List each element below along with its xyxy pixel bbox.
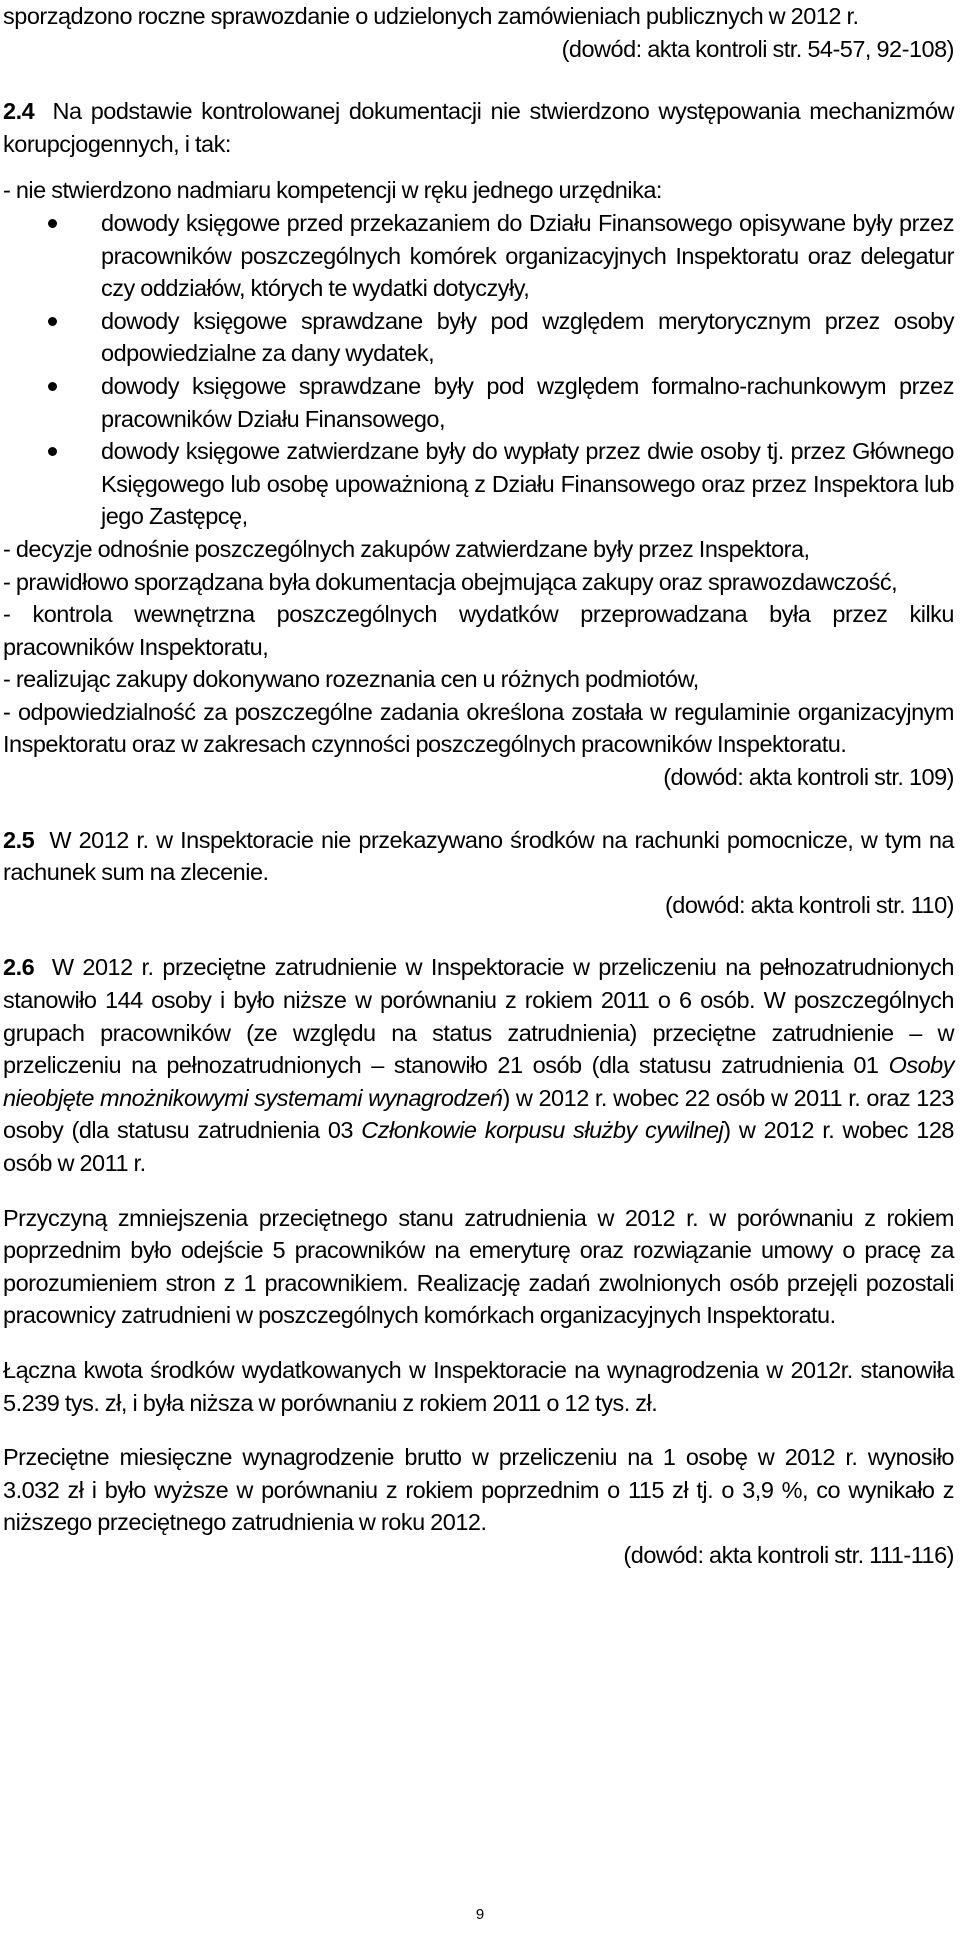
section-number: 2.6 <box>3 954 35 981</box>
list-item: - realizując zakupy dokonywano rozeznania cen u różnych podmiotów, <box>3 666 699 693</box>
section-text: ) w 2012 r. wobec 22 osób w 2011 r. oraz 123 osoby (dla statusu zatrudnienia 03 <box>3 1084 954 1144</box>
bullet-item <box>3 207 954 305</box>
average-salary-paragraph: Przeciętne miesięczne wynagrodzenie brutto w przeliczeniu na 1 osobę w 2012 r. wynosiło 3.032 zł i było wyższe w porównaniu z rokiem poprzednim o 115 zł tj. o 3,9 %, co wynikało z niższego przeciętnego zatrudnienia w roku 2012. <box>3 1444 954 1536</box>
bullet-text: dowody księgowe przed przekazaniem do Działu Finansowego opisywane były przez pracowników poszczególnych komórek organizacyjnych Inspektoratu oraz delegatur czy oddziałów, których te wydatki dotyczyły, <box>101 209 954 302</box>
section-number: 2.5 <box>3 826 35 853</box>
section-2-6-paragraph <box>3 951 954 1179</box>
bullet-item <box>3 435 954 533</box>
bullet-list <box>3 207 954 533</box>
bullet-icon <box>48 317 57 326</box>
evidence-reference: (dowód: akta kontroli str. 109) <box>663 764 954 791</box>
bullet-text: dowody księgowe sprawdzane były pod względem formalno-rachunkowym przez pracowników Działu Finansowego, <box>101 372 954 432</box>
list-item: - kontrola wewnętrzna poszczególnych wydatków przeprowadzana była przez kilku pracowników Inspektoratu, <box>3 601 954 660</box>
list-item: - decyzje odnośnie poszczególnych zakupów zatwierdzane były przez Inspektora, <box>3 535 810 562</box>
evidence-reference: (dowód: akta kontroli str. 54-57, 92-108) <box>561 35 954 62</box>
section-2-5-paragraph <box>3 824 954 889</box>
bullet-item <box>3 370 954 435</box>
italic-status-name: Członkowie korpusu służby cywilnej <box>361 1117 724 1144</box>
page-content <box>3 0 954 1572</box>
salary-total-paragraph: Łączna kwota środków wydatkowanych w Inspektoracie na wynagrodzenia w 2012r. stanowiła 5.239 tys. zł, i była niższa w porównaniu z rokiem 2011 o 12 tys. zł. <box>3 1356 954 1416</box>
italic-status-name: Osoby nieobjęte mnożnikowymi systemami wynagrodzeń <box>3 1052 954 1111</box>
bullet-icon <box>48 382 57 391</box>
section-number: 2.4 <box>3 98 35 125</box>
bullet-text: dowody księgowe zatwierdzane były do wypłaty przez dwie osoby tj. przez Głównego Księgowego lub osobę upoważnioną z Działu Finansowego oraz przez Inspektora lub jego Zastępcę, <box>101 438 954 530</box>
section-text: W 2012 r. przeciętne zatrudnienie w Inspektoracie w przeliczeniu na pełnozatrudnionych stanowiło 144 osoby i było niższe w porównaniu z rokiem 2011 o 6 osób. W poszczególnych grupach pracowników (ze względu na status zatrudnienia) przeciętne zatrudnienie – w przeliczeniu na pełnozatrudnionych – stanowiło 21 osób (dla statusu zatrudnienia 01 <box>3 954 954 1079</box>
section-text: W 2012 r. w Inspektoracie nie przekazywano środków na rachunki pomocnicze, w tym na rachunek sum na zlecenie. <box>3 826 954 886</box>
evidence-reference: (dowód: akta kontroli str. 111-116) <box>623 1541 954 1568</box>
section-text: ) w 2012 r. wobec 128 osób w 2011 r. <box>3 1117 954 1176</box>
continuation-paragraph: sporządzono roczne sprawozdanie o udzielonych zamówieniach publicznych w 2012 r. <box>3 3 859 29</box>
bullet-text: dowody księgowe sprawdzane były pod względem merytorycznym przez osoby odpowiedzialne za dany wydatek, <box>101 307 954 367</box>
bullet-icon <box>48 219 57 228</box>
section-2-4-intro <box>3 95 954 160</box>
bullet-item <box>3 305 954 370</box>
list-item: - prawidłowo sporządzana była dokumentacja obejmująca zakupy oraz sprawozdawczość, <box>3 568 898 595</box>
list-item: - odpowiedzialność za poszczególne zadania określona została w regulaminie organizacyjnym Inspektoratu oraz w zakresach czynności poszczególnych pracowników Inspektoratu. <box>3 698 954 758</box>
section-text: Na podstawie kontrolowanej dokumentacji nie stwierdzono występowania mechanizmów korupcjogennych, i tak: <box>3 98 954 157</box>
page-number: 9 <box>475 1906 485 1923</box>
reduction-paragraph: Przyczyną zmniejszenia przeciętnego stanu zatrudnienia w 2012 r. w porównaniu z rokiem poprzednim było odejście 5 pracowników na emeryturę oraz rozwiązanie umowy o pracę za porozumieniem stron z 1 pracownikiem. Realizację zadań zwolnionych osób przejęli pozostali pracownicy zatrudnieni w poszczególnych komórkach organizacyjnych Inspektoratu. <box>3 1204 954 1329</box>
list-item: - nie stwierdzono nadmiaru kompetencji w ręku jednego urzędnika: <box>3 177 662 204</box>
evidence-reference: (dowód: akta kontroli str. 110) <box>664 891 954 918</box>
bullet-icon <box>48 447 57 456</box>
